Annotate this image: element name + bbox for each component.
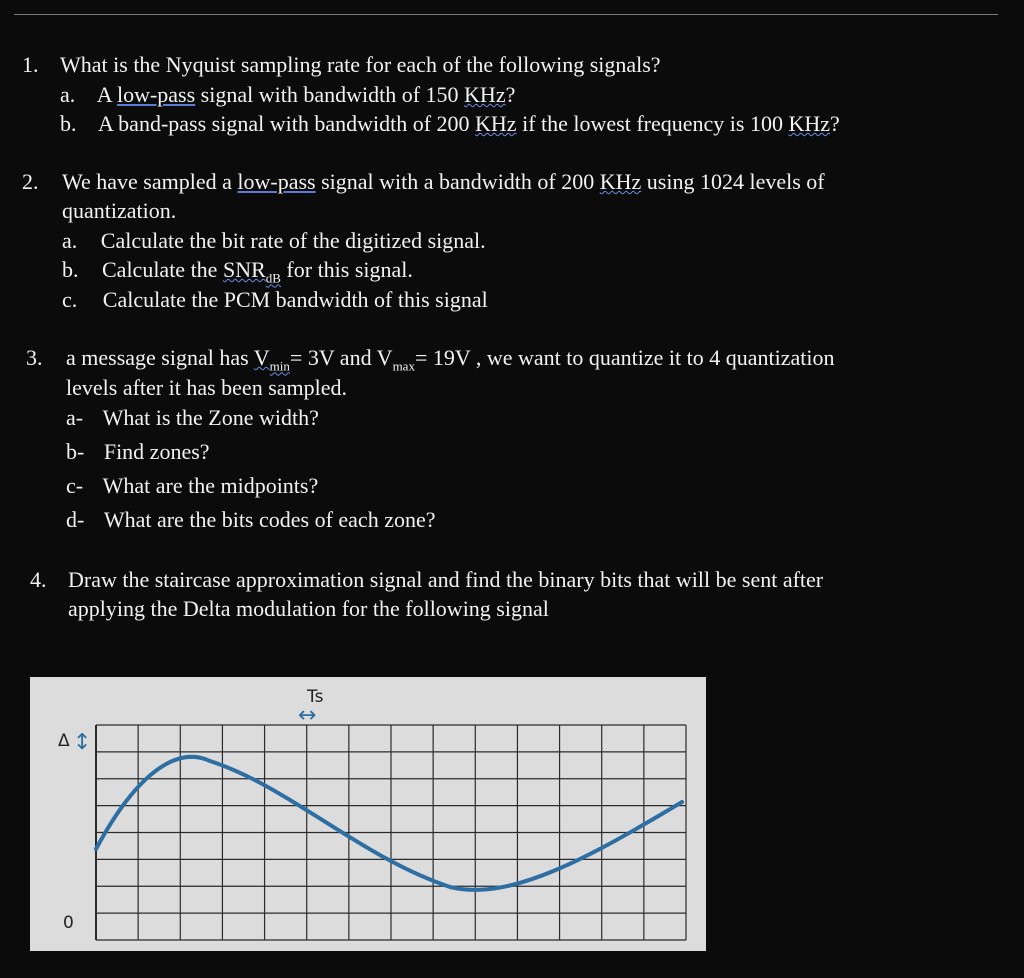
sub-item-2c [62, 285, 488, 314]
sub-item-text: What are the midpoints? [102, 473, 319, 498]
delta-label: Δ [58, 731, 70, 751]
sub-item-label: d- [66, 507, 85, 532]
sub-item-text: What is the Zone width? [102, 405, 319, 430]
sub-item-text: What are the bits codes of each zone? [103, 507, 436, 532]
question-stem-line2: levels after it has been sampled. [66, 375, 348, 400]
question-number: 1. [22, 52, 39, 77]
sub-item-label: c. [62, 287, 78, 312]
sub-item-text: A band-pass signal with bandwidth of 200 KHz if the lowest frequency is 100 KHz? [98, 111, 840, 136]
sub-item-2a [62, 226, 486, 255]
question-number: 2. [22, 169, 39, 194]
sub-item-label: a. [60, 82, 76, 107]
question-3 [26, 343, 1001, 533]
question-stem-line2: applying the Delta modulation for the following signal [68, 596, 549, 621]
ts-arrow-icon: ↔ [298, 703, 317, 728]
question-stem-line1: We have sampled a low-pass signal with a bandwidth of 200 KHz using 1024 levels of [62, 169, 825, 194]
sub-item-1a [60, 80, 515, 109]
sub-item-label: c- [66, 473, 84, 498]
question-stem-line2: quantization. [62, 198, 177, 223]
signal-grid-svg [30, 677, 706, 951]
sub-item-label: b. [62, 257, 79, 282]
sub-item-1b [60, 109, 840, 138]
signal-figure [30, 677, 706, 951]
sub-item-label: a. [62, 228, 78, 253]
question-1 [22, 50, 1002, 140]
sub-item-3b [66, 437, 210, 466]
question-stem-line1: Draw the staircase approximation signal and find the binary bits that will be sent after [68, 567, 824, 592]
sub-item-label: b- [66, 439, 85, 464]
sub-item-text: Calculate the bit rate of the digitized signal. [100, 228, 486, 253]
sub-item-3a [66, 403, 319, 432]
sub-item-3d [66, 505, 436, 534]
question-number: 3. [26, 345, 43, 370]
question-stem-line1: a message signal has $V_{min}= 3V$ and $V_{max}= 19V$ , we want to quantize it to 4 quantization [66, 345, 835, 374]
question-2 [22, 167, 1002, 317]
ts-label: Ts [307, 687, 324, 707]
question-number: 4. [30, 567, 47, 592]
question-4 [30, 565, 1000, 627]
delta-arrow-icon: ↕ [73, 730, 92, 755]
analog-signal-curve [96, 757, 682, 890]
sub-item-label: b. [60, 111, 77, 136]
sub-item-text: A low-pass signal with bandwidth of 150 KHz? [96, 82, 516, 107]
top-divider [14, 14, 998, 15]
sub-item-text: Calculate the PCM bandwidth of this signal [102, 287, 488, 312]
question-stem: What is the Nyquist sampling rate for each of the following signals? [60, 52, 661, 77]
sub-item-text: Calculate the $SNR_{dB}$ for this signal. [102, 257, 413, 286]
zero-label: 0 [63, 913, 74, 933]
sub-item-label: a- [66, 405, 84, 430]
sub-item-3c [66, 471, 318, 500]
sub-item-text: Find zones? [103, 439, 210, 464]
